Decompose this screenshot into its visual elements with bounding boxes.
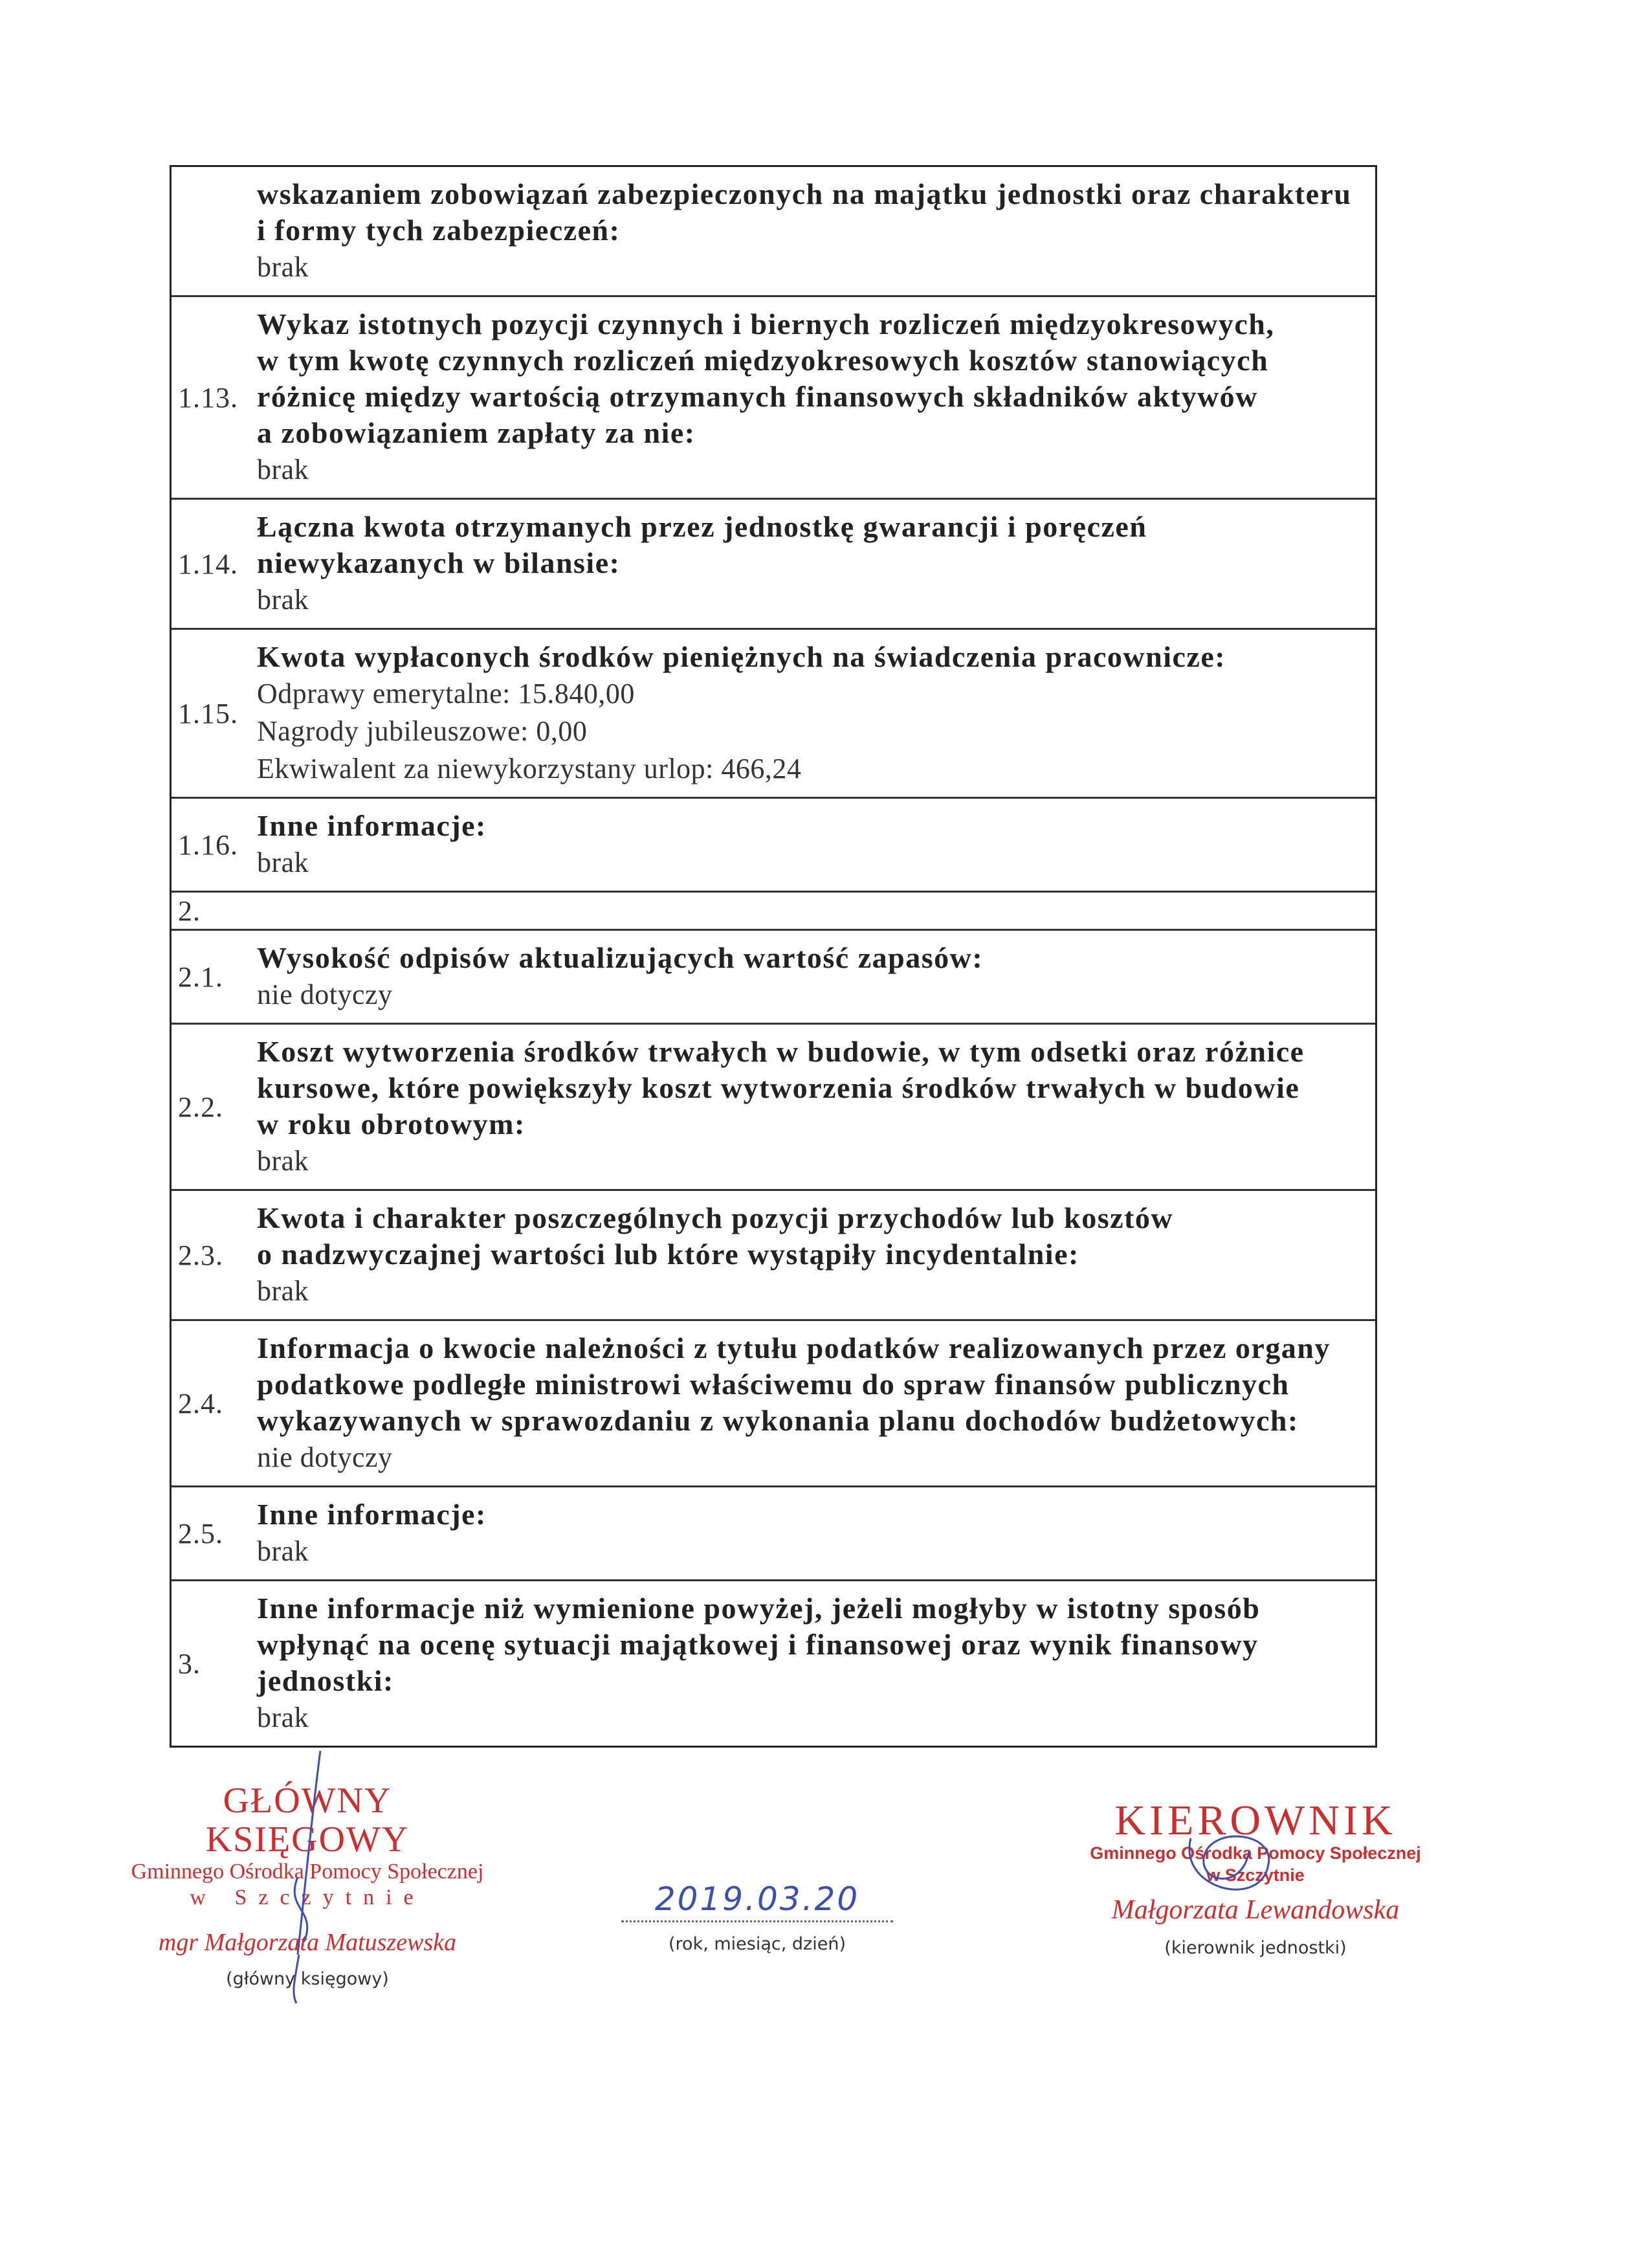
row-content <box>253 799 1375 891</box>
date-value: 2019.03.20 <box>654 1880 860 1918</box>
heading-line: w tym kwotę czynnych rozliczeń międzyokresowych kosztów stanowiących <box>257 344 1269 377</box>
heading-line: Inne informacje: <box>257 1498 487 1531</box>
row-content <box>253 893 1375 929</box>
heading-line: i formy tych zabezpieczeń: <box>257 214 621 247</box>
row-number: 1.14. <box>178 548 238 580</box>
heading-line: Inne informacje niż wymienione powyżej, jeżeli mogłyby w istotny sposób <box>257 1592 1261 1625</box>
table-row <box>171 929 1375 1023</box>
row-heading <box>257 1496 1362 1533</box>
row-number <box>171 167 253 295</box>
row-content <box>253 1321 1375 1485</box>
row-value: brak <box>257 454 309 485</box>
row-value: Odprawy emerytalne: 15.840,00 <box>257 678 635 709</box>
row-content <box>253 931 1375 1023</box>
date-dotted-line <box>621 1920 893 1922</box>
table-row <box>171 498 1375 628</box>
row-number: 1.16. <box>178 828 238 861</box>
row-heading <box>257 940 1362 976</box>
heading-line: Inne informacje: <box>257 809 487 842</box>
table-row <box>171 628 1375 797</box>
report-table <box>170 165 1377 1748</box>
row-content <box>253 297 1375 498</box>
row-value: brak <box>257 1275 309 1307</box>
row-heading <box>257 639 1362 675</box>
heading-line: o nadzwyczajnej wartości lub które wystąpiły incydentalnie: <box>257 1238 1079 1271</box>
accountant-handwritten-signature <box>259 1748 337 2007</box>
row-number: 1.15. <box>178 697 238 729</box>
heading-line: Łączna kwota otrzymanych przez jednostkę gwarancji i poręczeń <box>257 510 1147 543</box>
row-number: 2.3. <box>178 1239 223 1271</box>
table-row <box>171 295 1375 498</box>
manager-stamp-town: w Szczytnie <box>1206 1865 1305 1885</box>
row-value: Ekwiwalent za niewykorzystany urlop: 466,24 <box>257 753 802 784</box>
row-value: nie dotyczy <box>257 979 393 1010</box>
accountant-stamp-name: mgr Małgorzata Matuszewska <box>158 1929 457 1956</box>
row-content <box>253 1581 1375 1746</box>
row-content <box>253 167 1375 295</box>
heading-line: Koszt wytworzenia środków trwałych w budowie, w tym odsetki oraz różnice <box>257 1035 1305 1068</box>
heading-line: niewykazanych w bilansie: <box>257 546 621 579</box>
table-row <box>171 891 1375 929</box>
date-block <box>621 1880 893 1954</box>
accountant-stamp-town: w Szczytnie <box>190 1885 425 1909</box>
heading-line: wskazaniem zobowiązań zabezpieczonych na majątku jednostki oraz charakteru <box>257 177 1352 210</box>
row-number: 3. <box>178 1647 201 1680</box>
heading-line: podatkowe podległe ministrowi właściwemu do spraw finansów publicznych <box>257 1368 1290 1401</box>
heading-line: kursowe, które powiększyły koszt wytworzenia środków trwałych w budowie <box>257 1071 1300 1104</box>
row-content <box>253 630 1375 797</box>
manager-stamp-name: Małgorzata Lewandowska <box>1111 1895 1400 1925</box>
manager-handwritten-signature <box>1171 1812 1301 1929</box>
row-content <box>253 1191 1375 1319</box>
accountant-stamp-title: GŁÓWNY KSIĘGOWY <box>205 1781 410 1860</box>
heading-line: wpłynąć na ocenę sytuacji majątkowej i finansowej oraz wynik finansowy <box>257 1628 1259 1661</box>
heading-line: Kwota wypłaconych środków pieniężnych na świadczenia pracownicze: <box>257 640 1226 673</box>
row-value: brak <box>257 1535 309 1567</box>
heading-line: różnicę między wartością otrzymanych finansowych składników aktywów <box>257 380 1258 413</box>
row-value: brak <box>257 1702 309 1733</box>
row-value: nie dotyczy <box>257 1441 393 1473</box>
heading-line: Wysokość odpisów aktualizujących wartość zapasów: <box>257 941 984 974</box>
table-row <box>171 1319 1375 1485</box>
heading-line: w roku obrotowym: <box>257 1107 525 1140</box>
row-heading <box>257 306 1362 451</box>
row-heading <box>257 808 1362 844</box>
row-number: 2. <box>178 895 201 927</box>
row-heading <box>257 1200 1362 1273</box>
row-content <box>253 1025 1375 1189</box>
manager-stamp-title: KIEROWNIK <box>1114 1797 1397 1844</box>
row-heading <box>257 176 1362 249</box>
table-row <box>171 1189 1375 1319</box>
table-row <box>171 1485 1375 1579</box>
table-row <box>171 1579 1375 1746</box>
table-row <box>171 797 1375 891</box>
accountant-stamp-org: Gminnego Ośrodka Pomocy Społecznej <box>131 1860 484 1884</box>
heading-line: Wykaz istotnych pozycji czynnych i biernych rozliczeń międzyokresowych, <box>257 307 1275 340</box>
table-row <box>171 1023 1375 1189</box>
row-number: 2.4. <box>178 1387 223 1419</box>
row-value: brak <box>257 1145 309 1177</box>
heading-line: wykazywanych w sprawozdaniu z wykonania planu dochodów budżetowych: <box>257 1404 1299 1437</box>
table-row <box>171 167 1375 295</box>
row-heading <box>257 1330 1362 1439</box>
heading-line: a zobowiązaniem zapłaty za nie: <box>257 416 696 449</box>
row-number: 2.5. <box>178 1517 223 1550</box>
row-content <box>253 1487 1375 1579</box>
row-value: Nagrody jubileuszowe: 0,00 <box>257 715 588 747</box>
row-number: 1.13. <box>178 381 238 414</box>
row-number: 2.1. <box>178 961 223 993</box>
row-value: brak <box>257 584 309 616</box>
row-value: brak <box>257 251 309 283</box>
row-number: 2.2. <box>178 1091 223 1123</box>
row-content <box>253 500 1375 628</box>
manager-caption: (kierownik jednostki) <box>1164 1938 1347 1958</box>
row-heading <box>257 509 1362 581</box>
manager-stamp-org: Gminnego Ośrodka Pomocy Społecznej <box>1090 1843 1421 1863</box>
row-value: brak <box>257 847 309 878</box>
accountant-caption: (główny księgowy) <box>226 1969 389 1989</box>
heading-line: jednostki: <box>257 1664 394 1697</box>
row-heading <box>257 1034 1362 1142</box>
heading-line: Kwota i charakter poszczególnych pozycji przychodów lub kosztów <box>257 1201 1174 1234</box>
date-caption: (rok, miesiąc, dzień) <box>669 1934 846 1954</box>
heading-line: Informacja o kwocie należności z tytułu podatków realizowanych przez organy <box>257 1331 1331 1364</box>
row-heading <box>257 1590 1362 1699</box>
